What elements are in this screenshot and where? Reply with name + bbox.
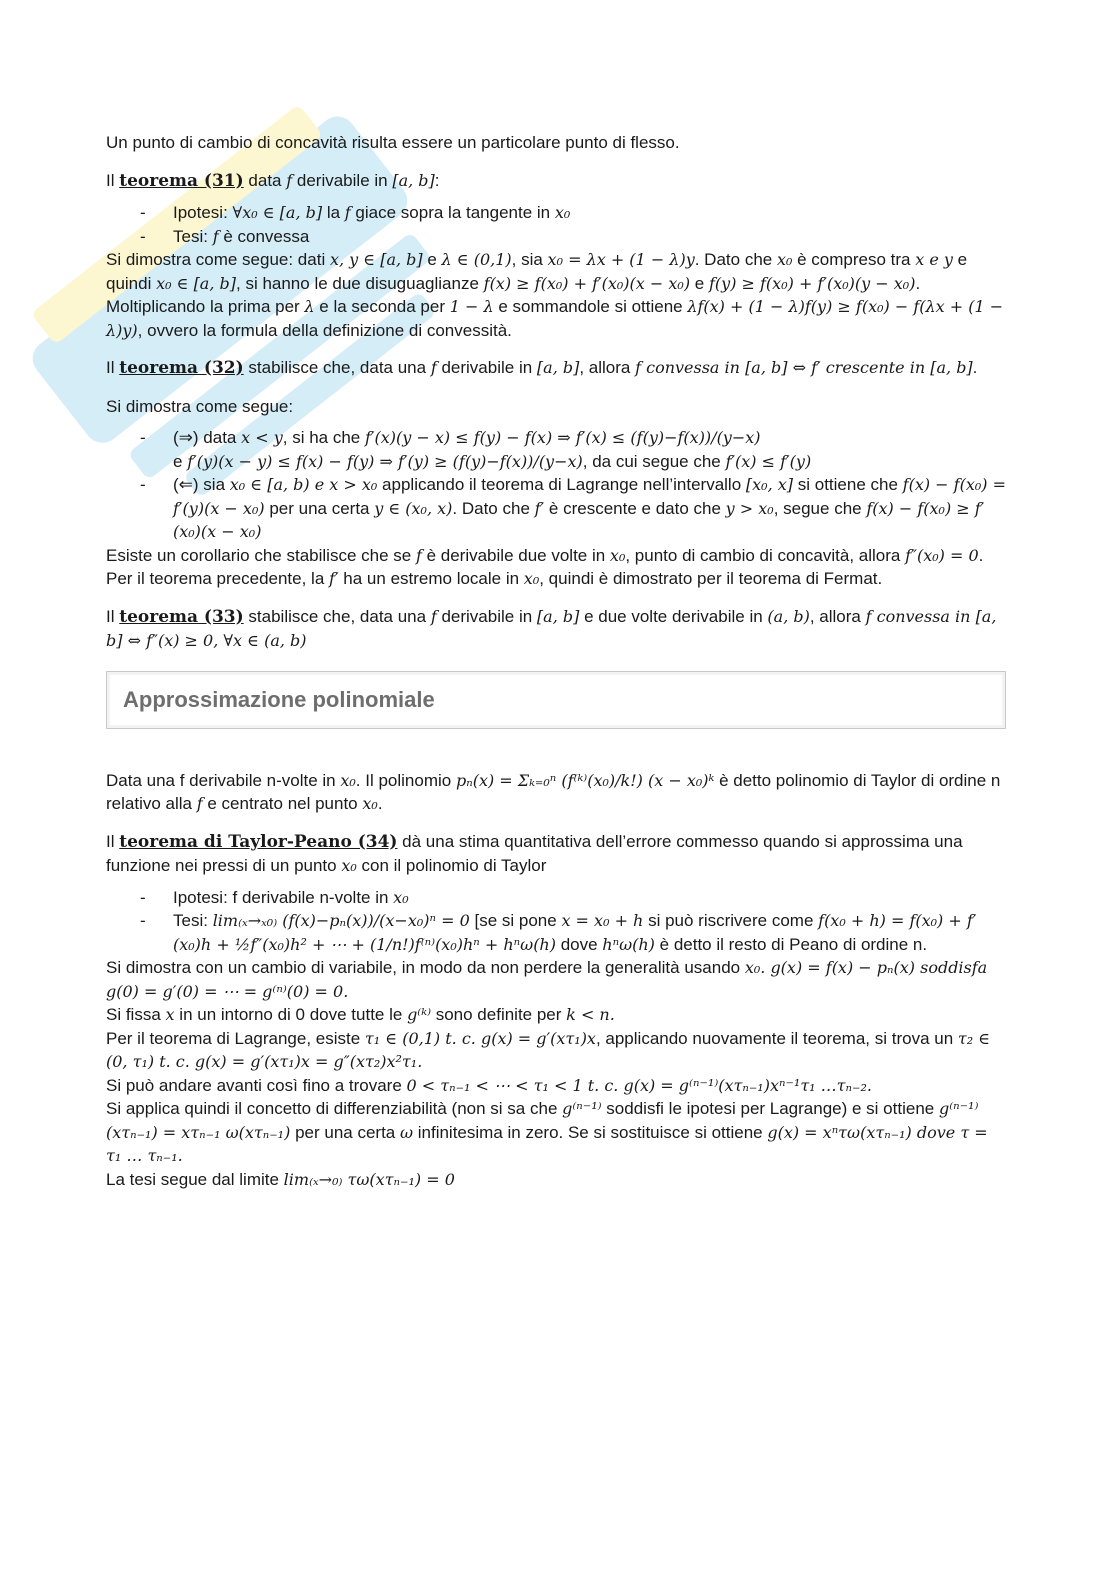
theorem-33-link[interactable]: teorema (33)	[119, 606, 244, 627]
theorem-33-statement: Il teorema (33) stabilisce che, data una f derivabile in [a, b] e due volte derivabile in (a, b), allora f convessa in [a, b] ⇔ f″(x) ≥ 0, ∀x ∈ (a, b)	[106, 606, 997, 650]
proof-backward-item: - (⇐) sia x₀ ∈ [a, b) e x > x₀ applicando il teorema di Lagrange nell’intervallo [x₀, x] si ottiene che f(x) − f(x₀) = f′(y)(x − x₀) per una certa y ∈ (x₀, x). Dato che f′ è crescente e dato che y > x₀, segue che f(x) − f(x₀) ≥ f′(x₀)(x − x₀)	[106, 473, 1006, 544]
thesis-item: - Tesi: f è convessa	[106, 225, 1006, 249]
proof-34-line-5: Si applica quindi il concetto di differenziabilità (non si sa che g⁽ⁿ⁻¹⁾ soddisfi le ipotesi per Lagrange) e si ottiene g⁽ⁿ⁻¹⁾(xτₙ₋₁) = xτₙ₋₁ ω(xτₙ₋₁) per una certa ω infinitesima in zero. Se si sostituisce si ottiene g(x) = xⁿτω(xτₙ₋₁) dove τ = τ₁ … τₙ₋₁.	[106, 1099, 988, 1165]
section-title: Approssimazione polinomiale	[123, 686, 435, 712]
paragraph-inflection: Un punto di cambio di concavità risulta essere un particolare punto di flesso.	[106, 133, 680, 152]
theorem-34-link[interactable]: teorema di Taylor-Peano (34)	[119, 831, 398, 852]
hypothesis-item: - Ipotesi: f derivabile n-volte in x₀	[106, 886, 1006, 910]
proof-31: Si dimostra come segue: dati x, y ∈ [a, b] e λ ∈ (0,1), sia x₀ = λx + (1 − λ)y. Dato che x₀ è compreso tra x e y e quindi x₀ ∈ [a, b], si hanno le due disuguaglianze f(x) ≥ f(x₀) + f′(x₀)(x − x₀) e f(y) ≥ f(x₀) + f′(x₀)(y − x₀). Moltiplicando la prima per λ e la seconda per 1 − λ e sommandole si ottiene λf(x) + (1 − λ)f(y) ≥ f(x₀) − f(λx + (1 − λ)y), ovvero la formula della definizione di convessità.	[106, 250, 1004, 340]
theorem-31-link[interactable]: teorema (31)	[119, 170, 244, 191]
theorem-31-intro: Il teorema (31) data f derivabile in [a, b]:	[106, 170, 440, 191]
proof-34-line-6: La tesi segue dal limite lim₍ₓ→₀₎ τω(xτₙ₋₁) = 0	[106, 1169, 455, 1189]
taylor-definition: Data una f derivabile n-volte in x₀. Il polinomio pₙ(x) = Σₖ₌₀ⁿ (f⁽ᵏ⁾(x₀)/k!) (x − x₀)ᵏ è detto polinomio di Taylor di ordine n relativo alla f e centrato nel punto x₀.	[106, 770, 1001, 813]
proof-34-line-2: Si fissa x in un intorno di 0 dove tutte le g⁽ᵏ⁾ sono definite per k < n.	[106, 1005, 615, 1024]
proof-34-line-1: Si dimostra con un cambio di variabile, in modo da non perdere la generalità usando x₀. g(x) = f(x) − pₙ(x) soddisfa g(0) = g′(0) = ⋯ = g⁽ⁿ⁾(0) = 0.	[106, 958, 988, 1001]
thesis-item: - Tesi: lim₍ₓ→ₓ₀₎ (f(x)−pₙ(x))/(x−x₀)ⁿ = 0 [se si pone x = x₀ + h si può riscrivere come f(x₀ + h) = f(x₀) + f′(x₀)h + ½f″(x₀)h² + ⋯ + (1/n!)f⁽ⁿ⁾(x₀)hⁿ + hⁿω(h) dove hⁿω(h) è detto il resto di Peano di ordine n.	[106, 909, 1006, 956]
theorem-34-bullets	[106, 886, 1006, 957]
section-heading-box	[106, 671, 1006, 729]
proof-34-line-3: Per il teorema di Lagrange, esiste τ₁ ∈ (0,1) t. c. g(x) = g′(xτ₁)x, applicando nuovamente il teorema, si trova un τ₂ ∈ (0, τ₁) t. c. g(x) = g′(xτ₁)x = g″(xτ₂)x²τ₁.	[106, 1028, 991, 1071]
hypothesis-item: - Ipotesi: ∀x₀ ∈ [a, b] la f giace sopra la tangente in x₀	[106, 201, 1006, 225]
theorem-32-statement: Il teorema (32) stabilisce che, data una f derivabile in [a, b], allora f convessa in [a, b] ⇔ f′ crescente in [a, b].	[106, 358, 978, 378]
theorem-32-link[interactable]: teorema (32)	[119, 358, 244, 378]
theorem-31-bullets	[106, 201, 1006, 248]
document-page	[106, 131, 1006, 1191]
proof-forward-item: - (⇒) data x < y, si ha che f′(x)(y − x) ≤ f(y) − f(x) ⇒ f′(x) ≤ (f(y)−f(x))/(y−x) e f′(y)(x − y) ≤ f(x) − f(y) ⇒ f′(y) ≥ (f(y)−f(x))/(y−x), da cui segue che f′(x) ≤ f′(y)	[106, 426, 1006, 473]
proof-34-line-4: Si può andare avanti così fino a trovare 0 < τₙ₋₁ < ⋯ < τ₁ < 1 t. c. g(x) = g⁽ⁿ⁻¹⁾(xτₙ₋₁)xⁿ⁻¹τ₁ …τₙ₋₂.	[106, 1075, 872, 1095]
proof-intro: Si dimostra come segue:	[106, 396, 294, 416]
corollary-paragraph: Esiste un corollario che stabilisce che se f è derivabile due volte in x₀, punto di cambio di concavità, allora f″(x₀) = 0. Per il teorema precedente, la f′ ha un estremo locale in x₀, quindi è dimostrato per il teorema di Fermat.	[106, 545, 984, 588]
theorem-32-proof-bullets	[106, 426, 1006, 544]
theorem-34-statement: Il teorema di Taylor-Peano (34) dà una stima quantitativa dell’errore commesso quando si approssima una funzione nei pressi di un punto x₀ con il polinomio di Taylor	[106, 831, 963, 875]
